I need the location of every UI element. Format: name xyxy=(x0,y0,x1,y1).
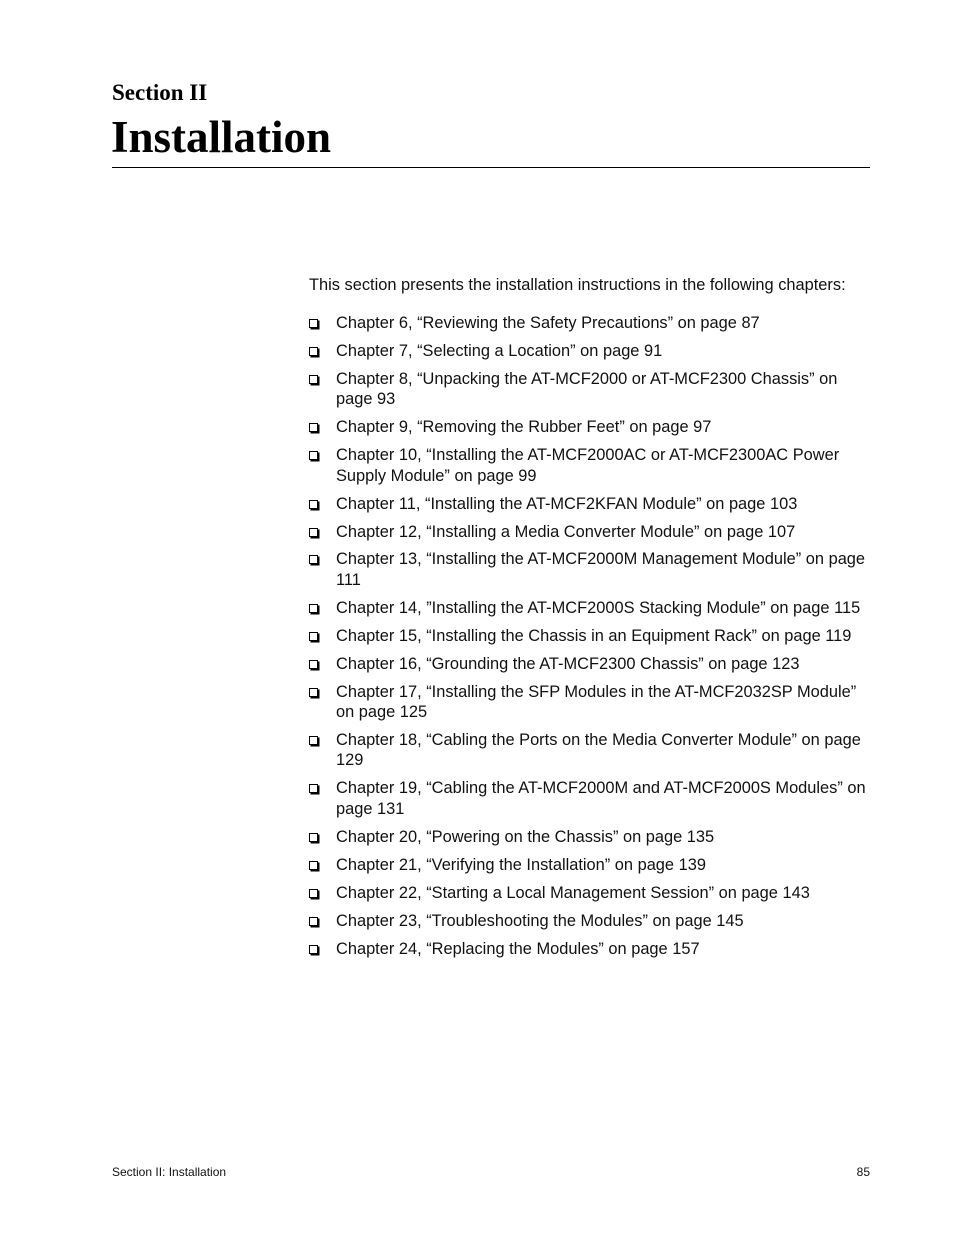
title-rule xyxy=(112,167,870,168)
list-item xyxy=(309,445,874,486)
chapter-text: Chapter 24, “Replacing the Modules” on page 157 xyxy=(336,939,700,958)
checkbox-bullet-icon xyxy=(309,319,318,328)
chapter-text: Chapter 6, “Reviewing the Safety Precautions” on page 87 xyxy=(336,314,760,332)
list-item xyxy=(309,827,874,847)
chapter-text: Chapter 10, “Installing the AT-MCF2000AC or AT-MCF2300AC Power Supply Module” on page 99 xyxy=(336,446,840,485)
page-title: Installation xyxy=(111,112,332,162)
checkbox-bullet-icon xyxy=(309,688,318,697)
list-item xyxy=(309,598,874,618)
list-item xyxy=(309,494,874,514)
list-item xyxy=(309,730,874,771)
chapter-text: Chapter 17, “Installing the SFP Modules in the AT-MCF2032SP Module” on page 125 xyxy=(336,682,857,722)
list-item xyxy=(309,855,874,875)
chapter-text: Chapter 12, “Installing a Media Converter Module” on page 107 xyxy=(336,522,796,541)
footer-section-title: Section II: Installation xyxy=(112,1165,227,1179)
footer-page-number: 85 xyxy=(856,1165,870,1179)
checkbox-bullet-icon xyxy=(309,736,318,745)
chapter-text: Chapter 14, ”Installing the AT-MCF2000S Stacking Module” on page 115 xyxy=(336,598,861,617)
checkbox-bullet-icon xyxy=(309,500,318,509)
list-item xyxy=(309,654,874,674)
checkbox-bullet-icon xyxy=(309,889,318,898)
chapter-text: Chapter 22, “Starting a Local Management Session” on page 143 xyxy=(336,883,810,902)
chapter-text: Chapter 15, “Installing the Chassis in an Equipment Rack” on page 119 xyxy=(336,626,852,645)
checkbox-bullet-icon xyxy=(309,917,318,926)
checkbox-bullet-icon xyxy=(309,555,318,564)
chapter-text: Chapter 8, “Unpacking the AT-MCF2000 or AT-MCF2300 Chassis” on page 93 xyxy=(336,369,838,409)
checkbox-bullet-icon xyxy=(309,604,318,613)
checkbox-bullet-icon xyxy=(309,347,318,356)
checkbox-bullet-icon xyxy=(309,784,318,793)
checkbox-bullet-icon xyxy=(309,451,318,460)
checkbox-bullet-icon xyxy=(309,375,318,384)
checkbox-bullet-icon xyxy=(309,945,318,954)
list-item xyxy=(309,341,874,361)
chapter-text: Chapter 11, “Installing the AT-MCF2KFAN Module” on page 103 xyxy=(336,494,798,513)
list-item xyxy=(309,549,874,590)
list-item xyxy=(309,417,874,437)
chapter-text: Chapter 23, “Troubleshooting the Modules” on page 145 xyxy=(336,911,744,930)
checkbox-bullet-icon xyxy=(309,833,318,842)
chapter-text: Chapter 16, “Grounding the AT-MCF2300 Chassis” on page 123 xyxy=(336,654,800,673)
list-item xyxy=(309,778,874,819)
list-item xyxy=(309,369,874,410)
checkbox-bullet-icon xyxy=(309,861,318,870)
checkbox-bullet-icon xyxy=(309,528,318,537)
chapter-text: Chapter 18, “Cabling the Ports on the Media Converter Module” on page 129 xyxy=(336,731,861,770)
checkbox-bullet-icon xyxy=(309,423,318,432)
chapter-text: Chapter 21, “Verifying the Installation” on page 139 xyxy=(336,855,706,874)
chapter-text: Chapter 9, “Removing the Rubber Feet” on page 97 xyxy=(336,418,712,437)
intro-text: This section presents the installation instructions in the following chapters: xyxy=(309,276,846,294)
section-label: Section II xyxy=(112,80,208,105)
chapter-text: Chapter 13, “Installing the AT-MCF2000M Management Module” on page 111 xyxy=(336,550,866,589)
list-item xyxy=(309,883,874,903)
list-item xyxy=(309,522,874,542)
list-item xyxy=(309,626,874,646)
list-item xyxy=(309,911,874,931)
list-item xyxy=(309,682,874,723)
list-item xyxy=(309,313,874,333)
chapter-list xyxy=(309,313,874,966)
checkbox-bullet-icon xyxy=(309,632,318,641)
chapter-text: Chapter 20, “Powering on the Chassis” on page 135 xyxy=(336,827,715,846)
chapter-text: Chapter 19, “Cabling the AT-MCF2000M and AT-MCF2000S Modules” on page 131 xyxy=(336,779,866,818)
checkbox-bullet-icon xyxy=(309,660,318,669)
chapter-text: Chapter 7, “Selecting a Location” on page 91 xyxy=(336,341,663,360)
list-item xyxy=(309,939,874,959)
